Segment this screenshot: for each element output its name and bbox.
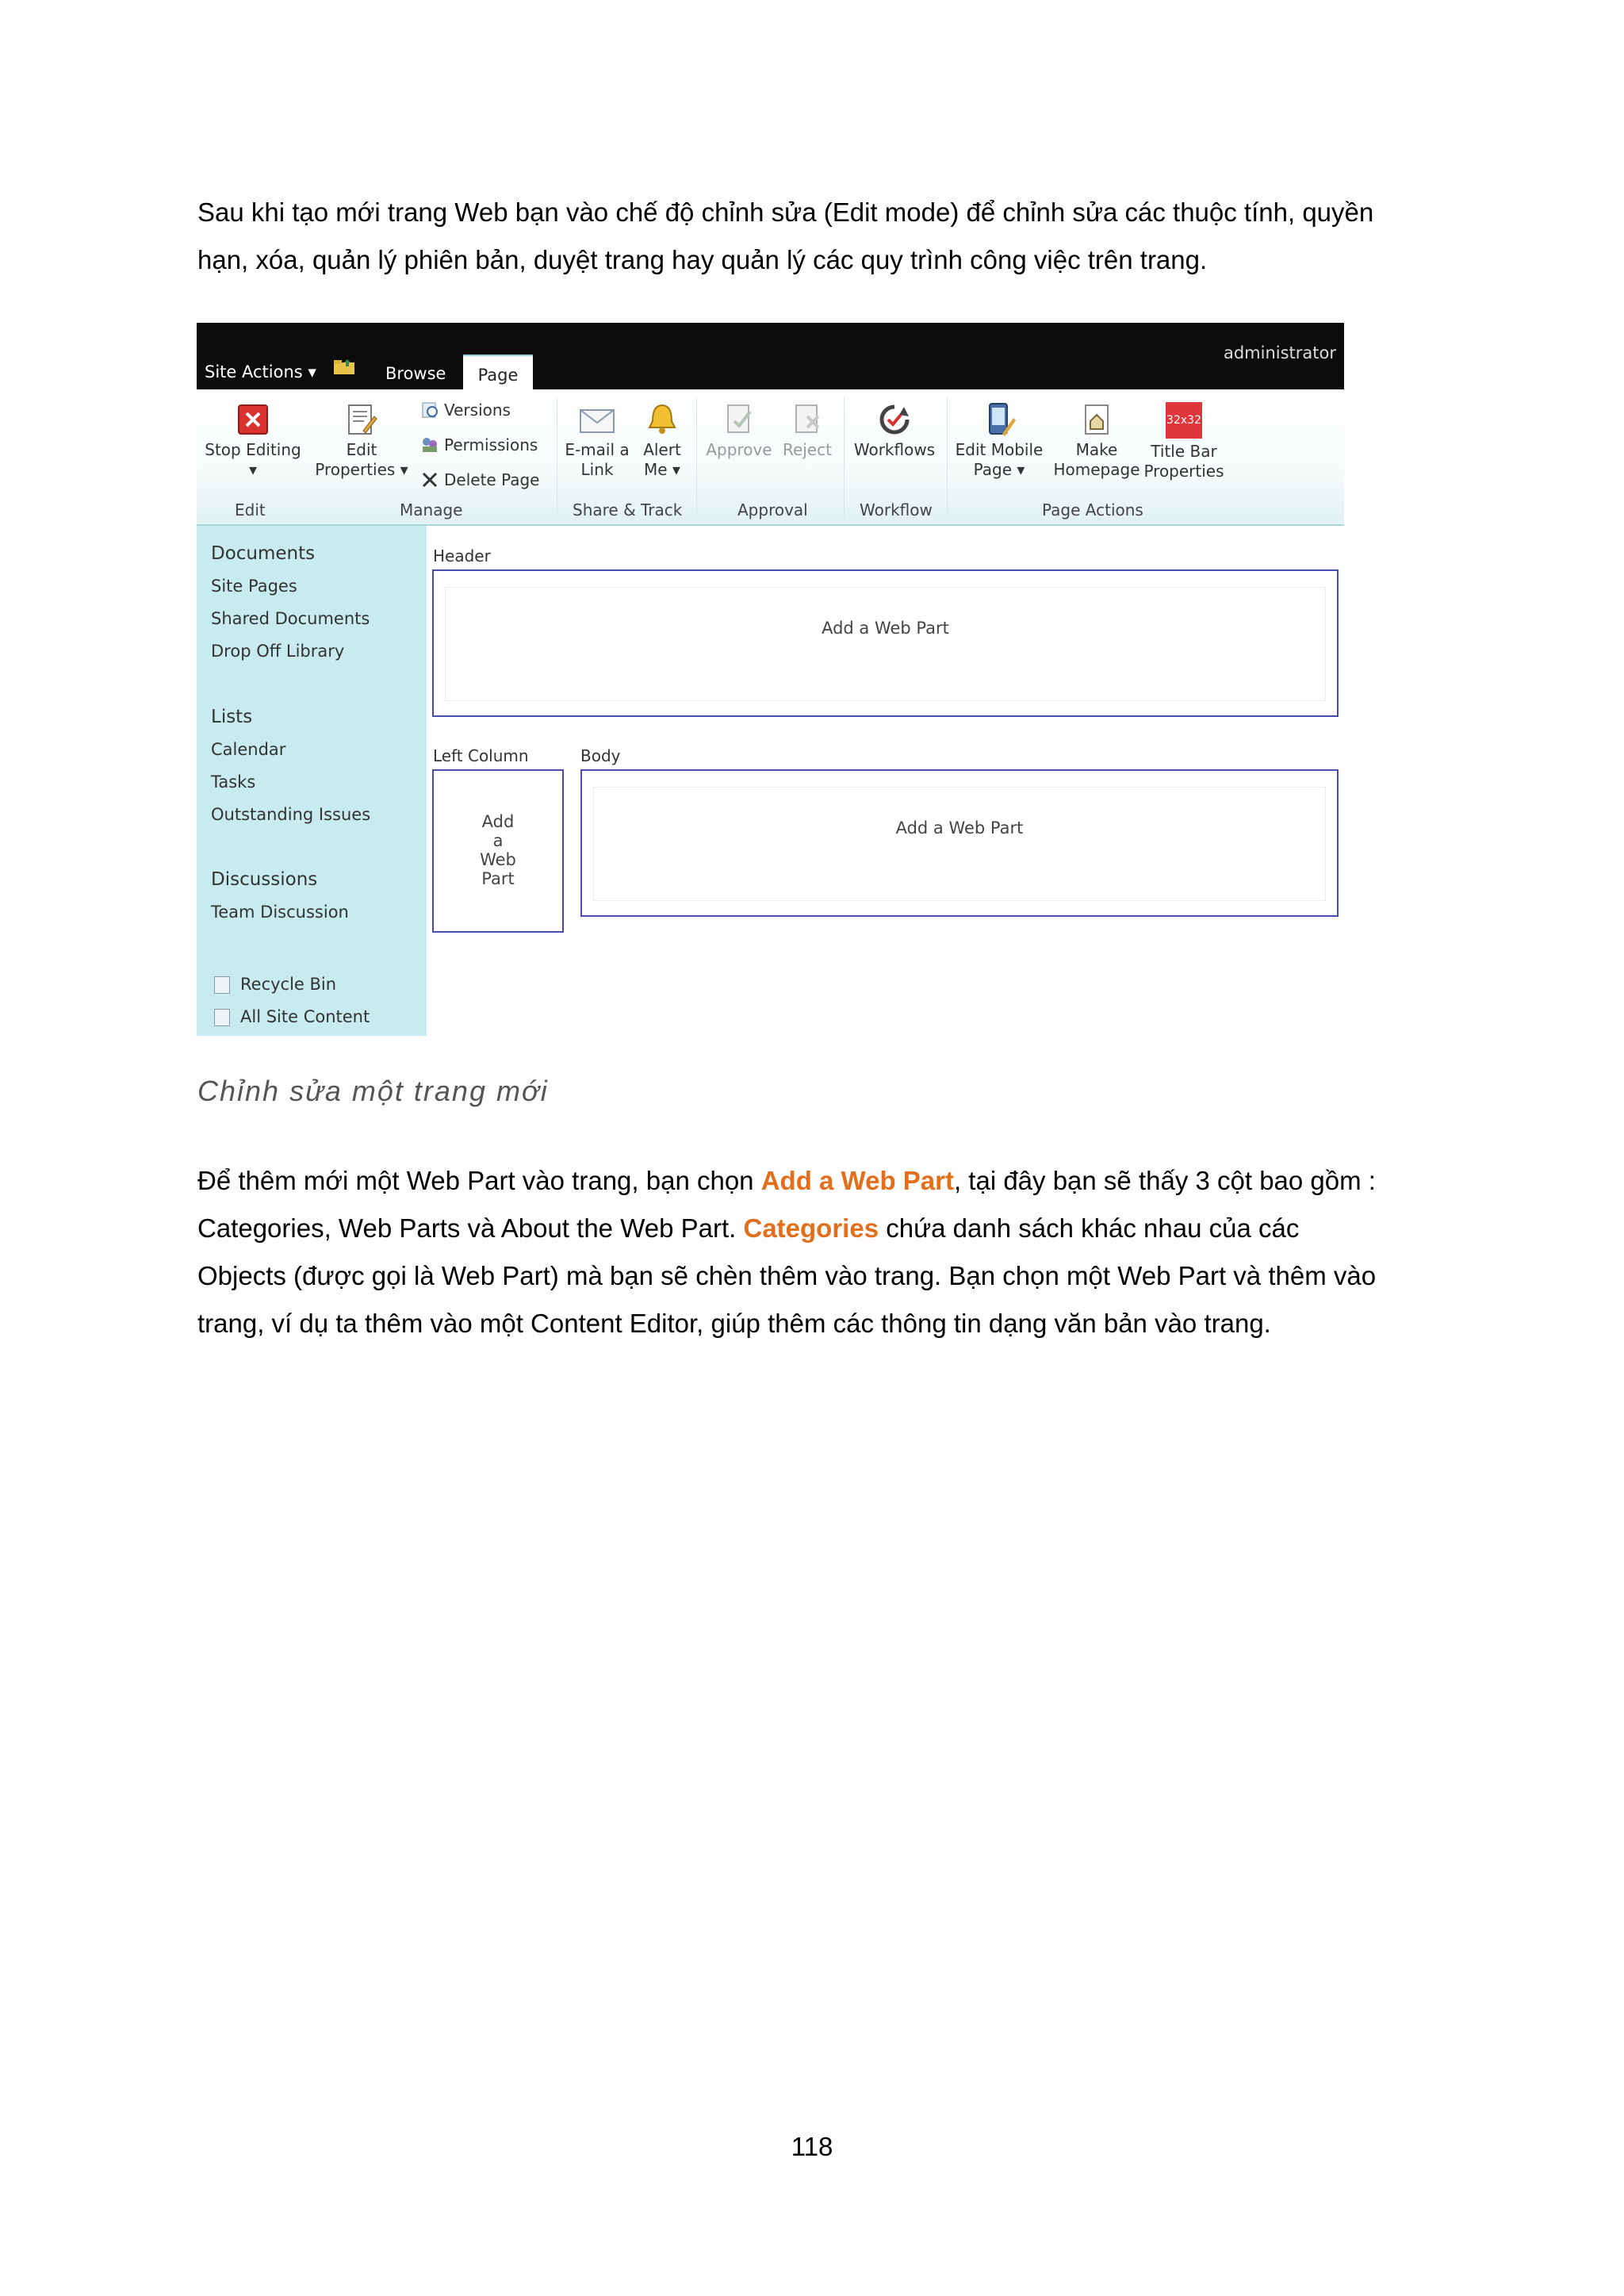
stop-editing-button[interactable] xyxy=(201,402,304,480)
make-homepage-label-1: Make xyxy=(1075,440,1118,459)
left-add-word-1: Add xyxy=(481,812,515,831)
reject-label: Reject xyxy=(782,440,832,459)
group-edit-label: Edit xyxy=(235,500,266,519)
user-menu[interactable]: administrator xyxy=(1223,343,1336,362)
left-column-label: Left Column xyxy=(433,746,529,765)
stop-editing-label: Stop Editing xyxy=(205,440,301,459)
nav-item-outstanding-issues[interactable]: Outstanding Issues xyxy=(211,805,371,824)
header-zone-label: Header xyxy=(433,546,491,565)
nav-item-tasks[interactable]: Tasks xyxy=(211,772,256,792)
group-share-track-label: Share & Track xyxy=(573,500,683,519)
edit-properties-icon xyxy=(344,402,379,437)
ribbon-separator xyxy=(696,397,697,516)
permissions-label: Permissions xyxy=(444,435,538,454)
home-icon xyxy=(1079,402,1114,437)
nav-item-all-site-content[interactable]: All Site Content xyxy=(240,1007,370,1026)
intro-line-2: hạn, xóa, quản lý phiên bản, duyệt trang hay quản lý các quy trình công việc trên trang. xyxy=(197,245,1208,274)
workflows-icon xyxy=(877,402,912,437)
email-link-label-1: E-mail a xyxy=(565,440,630,459)
alert-me-button[interactable] xyxy=(634,402,690,480)
body-line-3: Objects (được gọi là Web Part) mà bạn sẽ chèn thêm vào trang. Bạn chọn một Web Part và thêm vào xyxy=(197,1261,1377,1290)
nav-item-shared-documents[interactable]: Shared Documents xyxy=(211,609,370,628)
edit-properties-label-2: Properties ▾ xyxy=(315,460,408,479)
body-line-1b: , tại đây bạn sẽ thấy 3 cột bao gồm : xyxy=(953,1166,1376,1195)
nav-heading-lists[interactable]: Lists xyxy=(211,707,253,727)
permissions-icon xyxy=(420,435,439,454)
email-link-label-2: Link xyxy=(580,460,614,479)
body-zone-inner xyxy=(593,787,1326,901)
nav-item-calendar[interactable]: Calendar xyxy=(211,740,286,759)
highlight-add-web-part: Add a Web Part xyxy=(760,1166,954,1195)
alert-me-label-1: Alert xyxy=(643,440,681,459)
left-add-web-part-link[interactable] xyxy=(434,812,562,888)
tab-browse[interactable]: Browse xyxy=(385,364,446,383)
approve-label: Approve xyxy=(706,440,772,459)
placeholder-32x32-icon xyxy=(1166,402,1202,439)
title-bar-label-1: Title Bar xyxy=(1151,442,1217,461)
reject-button[interactable] xyxy=(777,402,837,460)
stop-editing-dropdown: ▾ xyxy=(248,460,258,479)
nav-item-recycle-bin[interactable]: Recycle Bin xyxy=(240,975,337,994)
figure-caption: Chỉnh sửa một trang mới xyxy=(197,1075,549,1107)
body-zone-label: Body xyxy=(580,746,621,765)
stop-editing-icon xyxy=(236,402,270,437)
title-bar-label-2: Properties xyxy=(1143,462,1224,481)
group-approval-label: Approval xyxy=(737,500,808,519)
nav-heading-discussions[interactable]: Discussions xyxy=(211,869,318,890)
intro-line-1: Sau khi tạo mới trang Web bạn vào chế độ chỉnh sửa (Edit mode) để chỉnh sửa các thuộc tính, quyền xyxy=(197,197,1374,227)
edit-properties-button[interactable] xyxy=(314,402,409,480)
body-zone xyxy=(580,769,1339,917)
tab-page[interactable]: Page xyxy=(463,355,533,391)
edit-properties-label-1: Edit xyxy=(346,440,377,459)
nav-item-drop-off-library[interactable]: Drop Off Library xyxy=(211,642,345,661)
workflows-label: Workflows xyxy=(853,440,936,459)
delete-page-button[interactable] xyxy=(420,470,540,489)
nav-heading-documents[interactable]: Documents xyxy=(211,543,316,564)
body-line-1a: Để thêm mới một Web Part vào trang, bạn chọn xyxy=(197,1166,761,1195)
email-link-button[interactable] xyxy=(561,402,633,480)
edit-mobile-label-2: Page ▾ xyxy=(973,460,1025,479)
edit-mobile-page-button[interactable] xyxy=(952,402,1047,480)
all-site-content-icon xyxy=(214,1009,230,1026)
nav-item-team-discussion[interactable]: Team Discussion xyxy=(211,903,349,922)
quick-launch-nav xyxy=(197,526,427,1036)
edit-mobile-label-1: Edit Mobile xyxy=(955,440,1044,459)
intro-paragraph xyxy=(197,189,1434,284)
body-line-2b: chứa danh sách khác nhau của các xyxy=(879,1213,1300,1243)
nav-item-site-pages[interactable]: Site Pages xyxy=(211,577,297,596)
ribbon-separator xyxy=(844,397,845,516)
title-bar-properties-button[interactable] xyxy=(1140,402,1228,481)
body-add-web-part-link[interactable]: Add a Web Part xyxy=(895,818,1024,838)
email-icon xyxy=(577,402,617,437)
group-manage-label: Manage xyxy=(400,500,463,519)
reject-icon xyxy=(790,402,825,437)
bell-icon xyxy=(645,402,680,437)
left-add-word-4: Part xyxy=(481,869,515,888)
body-paragraph xyxy=(197,1157,1434,1347)
page-number: 118 xyxy=(791,2132,833,2161)
delete-page-label: Delete Page xyxy=(444,470,540,489)
body-line-2a: Categories, Web Parts và About the Web Part. xyxy=(197,1213,744,1243)
approve-icon xyxy=(722,402,756,437)
left-column-zone xyxy=(432,769,564,933)
folder-up-icon[interactable] xyxy=(333,358,355,375)
ribbon xyxy=(197,389,1344,526)
left-add-word-2: a xyxy=(492,831,504,850)
sharepoint-screenshot xyxy=(197,323,1344,1036)
workflows-button[interactable] xyxy=(848,402,940,460)
left-add-word-3: Web xyxy=(480,850,516,869)
versions-button[interactable] xyxy=(420,401,511,420)
header-zone-inner xyxy=(445,587,1326,701)
body-line-4: trang, ví dụ ta thêm vào một Content Editor, giúp thêm các thông tin dạng văn bản vào trang. xyxy=(197,1309,1271,1338)
approve-button[interactable] xyxy=(701,402,777,460)
title-bar-icon-text: 32x32 xyxy=(1166,414,1201,427)
make-homepage-button[interactable] xyxy=(1053,402,1140,480)
mobile-icon xyxy=(982,402,1017,437)
versions-icon xyxy=(420,401,439,420)
make-homepage-label-2: Homepage xyxy=(1053,460,1140,479)
versions-label: Versions xyxy=(444,401,511,420)
delete-icon xyxy=(420,470,439,489)
site-actions-menu[interactable]: Site Actions ▾ xyxy=(205,362,316,381)
ribbon-separator xyxy=(947,397,948,516)
alert-me-label-2: Me ▾ xyxy=(644,460,680,479)
group-page-actions-label: Page Actions xyxy=(1042,500,1143,519)
header-add-web-part-link[interactable]: Add a Web Part xyxy=(822,619,949,638)
permissions-button[interactable] xyxy=(420,435,538,454)
recycle-bin-icon xyxy=(214,976,230,994)
highlight-categories: Categories xyxy=(743,1213,879,1243)
top-bar xyxy=(197,323,1344,389)
group-workflow-label: Workflow xyxy=(860,500,933,519)
header-zone xyxy=(432,569,1339,717)
